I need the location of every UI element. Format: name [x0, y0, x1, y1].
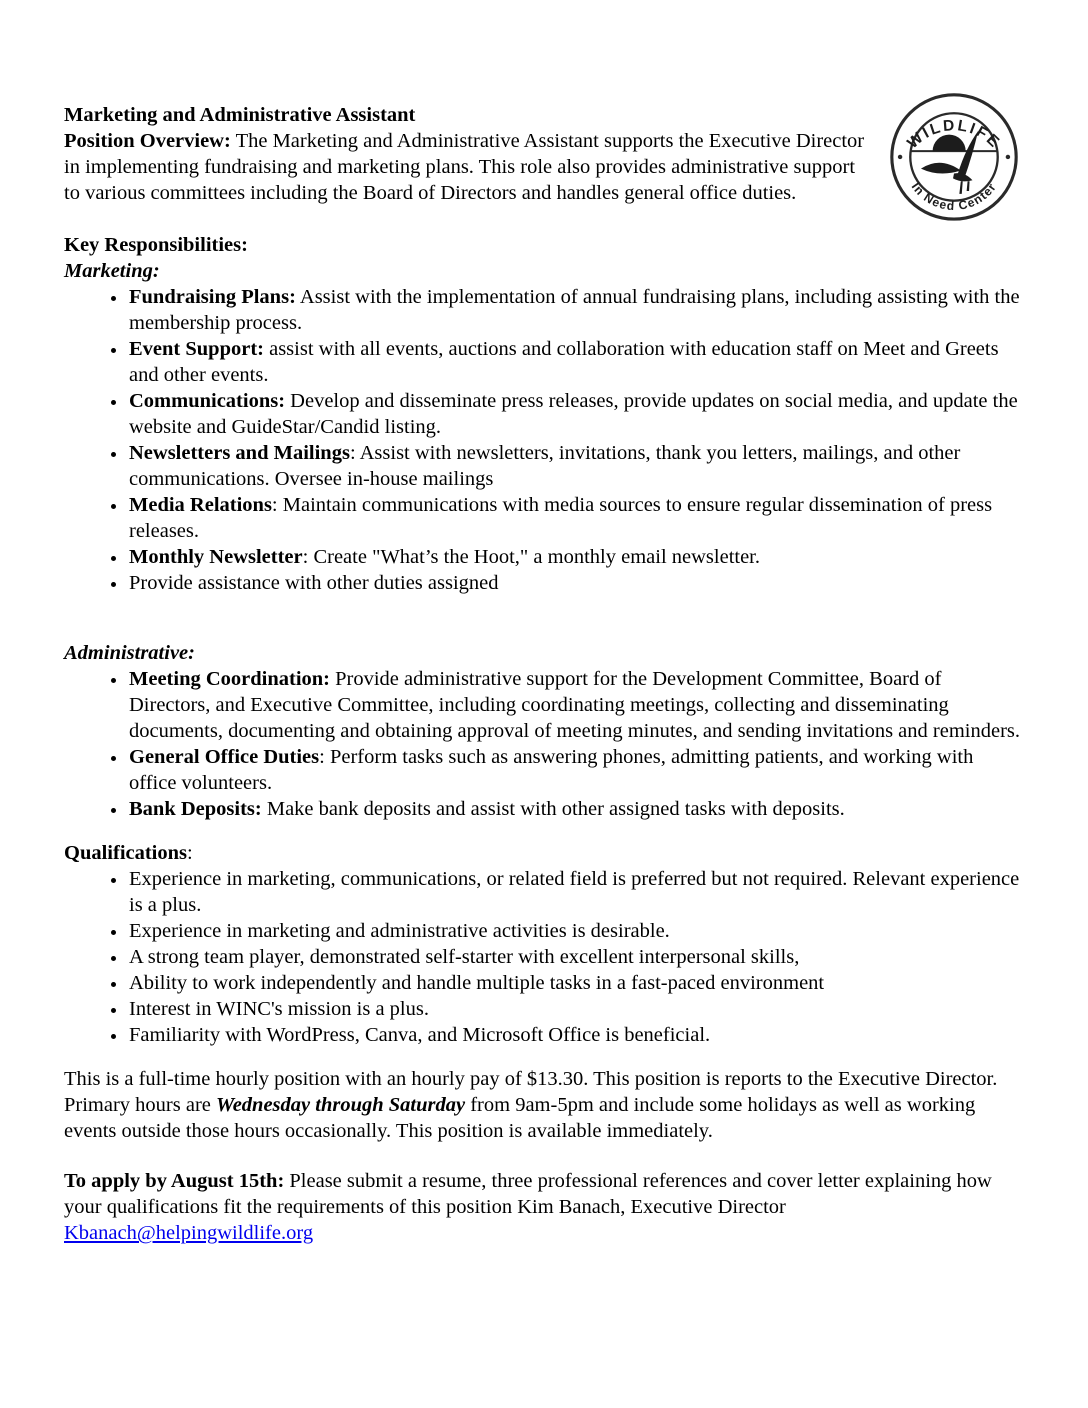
- bullet-lead: Media Relations: [129, 494, 272, 516]
- bullet-text: Ability to work independently and handle multiple tasks in a fast-paced environment: [129, 972, 825, 994]
- logo-arc-bottom-text: In Need Center: [908, 179, 1000, 214]
- pay-text-before: This is a full-time hourly position with an hourly pay of $13.30. This position is reports to the Executive Director. Primary hours are: [64, 1068, 998, 1116]
- bullet-item: [128, 918, 1022, 944]
- section-heading-key-responsibilities: Key Responsibilities:: [64, 234, 248, 256]
- bullet-item: [128, 570, 1022, 596]
- bullet-item: [128, 284, 1022, 336]
- bullet-text: Interest in WINC's mission is a plus.: [129, 998, 429, 1020]
- bullet-lead: Event Support:: [129, 338, 264, 360]
- logo-left-dot: [898, 155, 902, 159]
- bullet-lead: Communications:: [129, 390, 286, 412]
- bullet-item: [128, 996, 1022, 1022]
- bullet-text: Provide administrative support for the Development Committee, Board of Directors, and Executive Committee, including coordinating meetings, collecting and disseminating documents, documenting and obtaining approval of meeting minutes, and sending invitations and reminders.: [129, 668, 1020, 742]
- bullet-text: Provide assistance with other duties assigned: [129, 572, 499, 594]
- bullet-text: Experience in marketing and administrative activities is desirable.: [129, 920, 670, 942]
- bullet-item: [128, 336, 1022, 388]
- administrative-bullet-list: [64, 666, 1022, 822]
- bullet-item: [128, 1022, 1022, 1048]
- subsection-heading-marketing: Marketing:: [64, 260, 160, 282]
- section-heading-qualifications: Qualifications:: [64, 842, 193, 864]
- bullet-item: [128, 544, 1022, 570]
- bullet-text: Develop and disseminate press releases, provide updates on social media, and update the website and GuideStar/Candid listing.: [129, 390, 1018, 438]
- logo-right-dot: [1006, 155, 1010, 159]
- subsection-heading-administrative: Administrative:: [64, 642, 195, 664]
- wildlife-in-need-center-logo: [886, 84, 1022, 226]
- bullet-item: [128, 866, 1022, 918]
- position-details-paragraph: [64, 1066, 1022, 1144]
- bullet-lead: Newsletters and Mailings: [129, 442, 350, 464]
- position-overview-label: Position Overview:: [64, 130, 231, 152]
- email-link[interactable]: Kbanach@helpingwildlife.org: [64, 1222, 314, 1244]
- bullet-item: [128, 666, 1022, 744]
- bullet-item: [128, 796, 1022, 822]
- bullet-item: [128, 944, 1022, 970]
- schedule-emphasis: Wednesday through Saturday: [216, 1094, 466, 1116]
- bullet-lead: Fundraising Plans:: [129, 286, 296, 308]
- qualifications-bullet-list: [64, 866, 1022, 1048]
- bullet-text: : Create "What’s the Hoot," a monthly email newsletter.: [302, 546, 761, 568]
- svg-text:In Need Center: [909, 180, 1000, 213]
- logo-arc-top-text: WILDLIFE: [904, 117, 1004, 153]
- bullet-lead: Meeting Coordination:: [129, 668, 330, 690]
- bullet-text: : Maintain communications with media sources to ensure regular dissemination of press releases.: [129, 494, 993, 542]
- logo-badge-icon: [886, 84, 1022, 226]
- bullet-item: [128, 388, 1022, 440]
- bullet-text: Assist with the implementation of annual fundraising plans, including assisting with the membership process.: [129, 286, 1020, 334]
- marketing-bullet-list: [64, 284, 1022, 596]
- apply-instructions: Please submit a resume, three professional references and cover letter explaining how your qualifications fit the requirements of this position Kim Banach, Executive Director: [64, 1170, 992, 1218]
- bullet-text: Familiarity with WordPress, Canva, and Microsoft Office is beneficial.: [129, 1024, 711, 1046]
- bullet-text: Make bank deposits and assist with other assigned tasks with deposits.: [261, 798, 845, 820]
- job-title: [64, 102, 1022, 128]
- job-title-text: Marketing and Administrative Assistant: [64, 104, 416, 126]
- bullet-item: [128, 440, 1022, 492]
- bullet-item: [128, 970, 1022, 996]
- bullet-lead: General Office Duties: [129, 746, 320, 768]
- bullet-text: A strong team player, demonstrated self-starter with excellent interpersonal skills,: [129, 946, 800, 968]
- bullet-text: : Perform tasks such as answering phones, admitting patients, and working with office volunteers.: [129, 746, 974, 794]
- bullet-text: Experience in marketing, communications, or related field is preferred but not required. Relevant experience is a plus.: [129, 868, 1020, 916]
- bullet-lead: Monthly Newsletter: [129, 546, 303, 568]
- apply-paragraph: [64, 1168, 1022, 1246]
- bullet-item: [128, 492, 1022, 544]
- bullet-lead: Bank Deposits:: [129, 798, 262, 820]
- position-overview: [64, 128, 1022, 206]
- bullet-text: assist with all events, auctions and collaboration with education staff on Meet and Greets and other events.: [129, 338, 999, 386]
- pay-text-after: from 9am-5pm and include some holidays as well as working events outside those hours occasionally. This position is available immediately.: [64, 1094, 976, 1142]
- position-overview-text: The Marketing and Administrative Assistant supports the Executive Director in implementing fundraising and marketing plans. This role also provides administrative support to various committees including the Board of Directors and handles general office duties.: [64, 130, 865, 204]
- bullet-item: [128, 744, 1022, 796]
- apply-deadline-label: To apply by August 15th:: [64, 1170, 285, 1192]
- bullet-text: : Assist with newsletters, invitations, thank you letters, mailings, and other communications. Oversee in-house mailings: [129, 442, 961, 490]
